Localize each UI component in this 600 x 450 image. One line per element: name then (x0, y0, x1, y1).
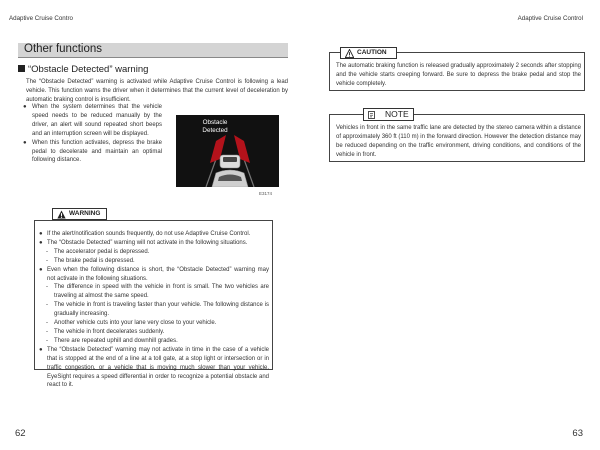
sub-list-item: - The vehicle in front is traveling faster than your vehicle. The following distance is gradually increasing. (46, 302, 269, 318)
obstacle-detected-illustration (176, 115, 279, 187)
list-item: ● If the alert/notification sounds frequently, do not use Adaptive Cruise Control. (39, 231, 251, 237)
running-head-right: Adaptive Cruise Control (517, 15, 583, 22)
square-bullet-icon (18, 65, 25, 72)
caution-text: The automatic braking function is released gradually approximately 2 seconds after stopping and the vehicle starts creeping forward. Be sure to depress the brake pedal and stop the vehicle completely. (336, 63, 581, 87)
section-title: Other functions (24, 43, 102, 55)
sub-list-item: - There are repeated uphill and downhill grades. (46, 337, 178, 344)
sub-list-item: - Another vehicle cuts into your lane very close to your vehicle. (46, 320, 217, 327)
section-heading-bar (18, 43, 288, 58)
warning-items (39, 230, 269, 390)
subsection-heading (18, 64, 148, 75)
caution-badge (340, 47, 397, 59)
bullet-dot-icon: ● (23, 104, 27, 110)
page-number-left: 62 (15, 428, 26, 439)
note-box (329, 114, 585, 162)
list-item: ● The “Obstacle Detected” warning will not activate in the following situations. (39, 239, 248, 246)
list-item (22, 139, 162, 166)
note-badge (363, 108, 414, 121)
list-item: ● Even when the following distance is short, the “Obstacle Detected” warning may not activate in the following situations. (39, 266, 269, 282)
warning-label: WARNING (69, 210, 101, 217)
subsection-title: “Obstacle Detected” warning (28, 64, 149, 75)
sub-list-item: - The difference in speed with the vehicle in front is small. The two vehicles are traveling at almost the same speed. (46, 284, 269, 300)
sub-list-item: - The vehicle in front decelerates suddenly. (46, 328, 165, 335)
note-text: Vehicles in front in the same traffic lane are detected by the stereo camera within a distance of approximately 360 ft (110 m) in the forward direction. However the detection distance may be reduced depending on the traffic environment, driving conditions, and conditions of the vehicle in front. (336, 125, 582, 158)
sub-list-item: - The brake pedal is depressed. (46, 257, 135, 264)
bullet-text: When this function activates, depress the brake pedal to decelerate and maintain an optimal following distance. (32, 139, 162, 164)
caution-label: CAUTION (357, 49, 387, 56)
bullet-dot-icon: ● (23, 139, 27, 146)
list-item: ● The “Obstacle Detected” warning may not activate in time in the case of a vehicle that is stopped at the end of a line at a toll gate, at a stop light or intersection or in traffic congestion, or a vehicle that is moving much slower than your vehicle. EyeSight requires a speed differential in order to recognize a potential obstacle and react to it. (39, 346, 269, 389)
warning-box (34, 220, 273, 389)
running-head-left: Adaptive Cruise Contro (9, 15, 73, 22)
page-number-right: 63 (572, 428, 583, 439)
figure-id: E3174 (259, 191, 273, 196)
sub-list-item: - The accelerator pedal is depressed. (46, 248, 150, 255)
warning-triangle-icon (57, 210, 66, 219)
warning-badge (52, 208, 107, 220)
intro-paragraph: The “Obstacle Detected” warning is activated while Adaptive Cruise Control is following a lead vehicle. This function warns the driver when it determines that the current level of deceleration by automatic braking control is insufficient. (26, 79, 288, 103)
bullet-text: When the system determines that the vehicle speed needs to be reduced manually by the driver, an alert will sound repeated short beeps and an interruption screen will be displayed. (32, 104, 162, 137)
illustration-label: Obstacle Detected (202, 119, 228, 134)
bullet-list (22, 103, 162, 165)
note-label: NOTE (385, 109, 409, 119)
caution-triangle-icon (345, 49, 354, 58)
list-item (22, 103, 162, 139)
note-icon (368, 111, 375, 119)
